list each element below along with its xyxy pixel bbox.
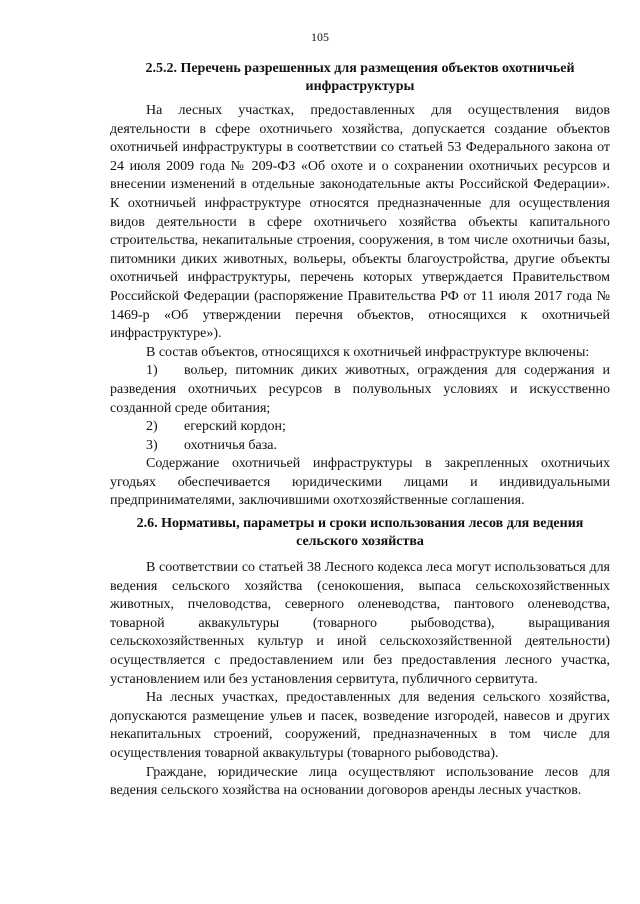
list-item-text: охотничья база. [184,437,277,453]
list-item [110,362,610,418]
paragraph: В состав объектов, относящихся к охотничьей инфраструктуре включены: [146,344,590,360]
list-item-number: 3) [146,437,158,453]
paragraph: На лесных участках, предоставленных для ведения сельского хозяйства, допускаются размещение ульев и пасек, возведение изгородей, навесов и других некапитальных строений, сооружений, предназначенных в том числе для осуществления товарной аквакультуры (товарного рыбоводства). [110,690,610,761]
list-item [110,437,610,456]
paragraph: Граждане, юридические лица осуществляют использование лесов для ведения сельского хозяйства на основании договоров аренды лесных участков. [110,764,610,799]
list-item-number: 1) [146,363,158,379]
page-number: 105 [311,30,329,44]
section-heading-2-6: 2.6. Нормативы, параметры и сроки использования лесов для ведения сельского хозяйства [136,516,584,550]
paragraph: Содержание охотничьей инфраструктуры в закрепленных охотничьих угодьях обеспечивается юридическими лицами и индивидуальными предпринимателями, заключившими охотхозяйственные соглашения. [110,456,610,509]
document-body [110,60,610,801]
list-item-number: 2) [146,419,158,435]
paragraph: На лесных участках, предоставленных для осуществления видов деятельности в сфере охотничьего хозяйства, допускается создание объектов охотничьей инфраструктуры в соответствии со статьей 53 Федерального закона от 24 июля 2009 года № 209-ФЗ «Об охоте и о сохранении охотничьих ресурсов и внесении изменений в отдельные законодательные акты Российской Федерации». К охотничьей инфраструктуре относятся предназначенные для осуществления видов деятельности в сфере охотничьего хозяйства объекты капитального строительства, некапитальные строения, сооружения, в том числе охотничьи базы, питомники диких животных, вольеры, объекты благоустройства, другие объекты охотничьей инфраструктуры, перечень которых утверждается Правительством Российской Федерации (распоряжение Правительства РФ от 11 июля 2017 года № 1469-р «Об утверждении перечня объектов, относящихся к охотничьей инфраструктуре»). [110,103,610,342]
paragraph: В соответствии со статьей 38 Лесного кодекса леса могут использоваться для ведения сельского хозяйства (сенокошения, выпаса сельскохозяйственных животных, пчеловодства, северного оленеводства, пантового оленеводства, товарной аквакультуры (товарного рыбоводства), выращивания сельскохозяйственных культур и иной сельскохозяйственной деятельности) осуществляется с предоставлением или без предоставления лесного участка, установлением или без установления сервитута, публичного сервитута. [110,560,610,687]
section-heading-2-5-2: 2.5.2. Перечень разрешенных для размещения объектов охотничьей инфраструктуры [145,61,575,94]
list-item [110,418,610,437]
list-item-text: егерский кордон; [184,419,286,435]
list-item-text: вольер, питомник диких животных, ограждения для содержания и разведения охотничьих ресурсов в полувольных условиях и искусственно созданной среде обитания; [110,363,610,416]
